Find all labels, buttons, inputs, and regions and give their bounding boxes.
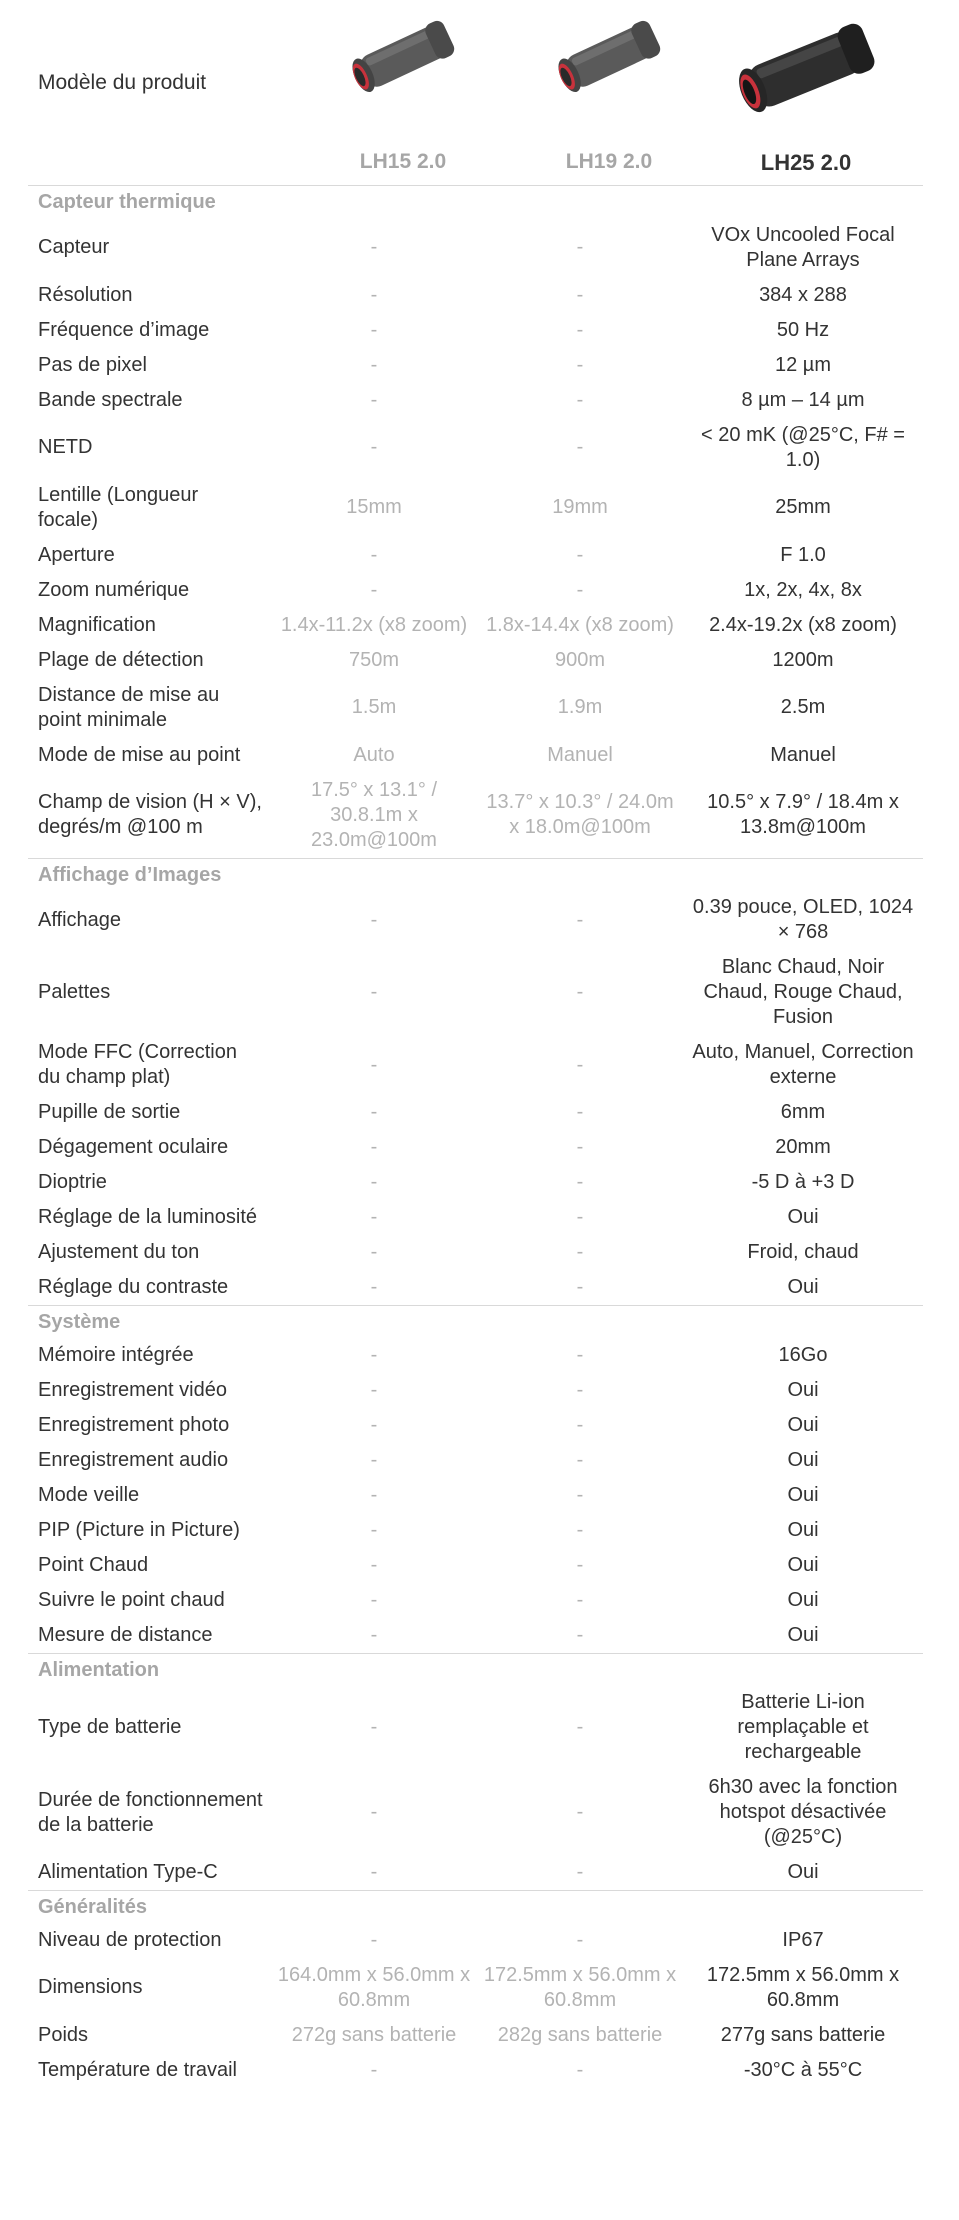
monocular-image-lh25 bbox=[701, 14, 911, 124]
spec-value-lh25: 16Go bbox=[778, 1343, 828, 1366]
spec-label: Dégagement oculaire bbox=[38, 1136, 229, 1158]
spec-label: Aperture bbox=[38, 543, 115, 566]
product-header bbox=[28, 0, 923, 185]
spec-row bbox=[28, 1408, 923, 1443]
spec-label: Réglage du contraste bbox=[38, 1276, 229, 1298]
spec-label: Plage de détection bbox=[38, 648, 204, 671]
spec-value-lh19: - bbox=[576, 543, 584, 566]
spec-label: Lentille (Longueur focale) bbox=[38, 483, 199, 531]
spec-label: Mode veille bbox=[38, 1483, 140, 1506]
spec-row bbox=[28, 608, 923, 643]
spec-label: Résolution bbox=[38, 283, 133, 306]
spec-value-lh15: - bbox=[370, 543, 378, 566]
spec-row bbox=[28, 1035, 923, 1095]
spec-value-lh19: - bbox=[576, 318, 584, 341]
spec-value-lh19: - bbox=[576, 1101, 584, 1123]
spec-value-lh15: 1.5m bbox=[351, 696, 397, 718]
spec-value-lh25: IP67 bbox=[782, 1928, 824, 1951]
spec-value-lh25: 1200m bbox=[772, 648, 834, 671]
spec-label: Affichage bbox=[38, 908, 122, 931]
spec-value-lh25: -30°C à 55°C bbox=[743, 2058, 863, 2081]
spec-value-lh19: - bbox=[576, 1623, 584, 1646]
spec-row bbox=[28, 418, 923, 478]
spec-row bbox=[28, 573, 923, 608]
spec-value-lh25: Oui bbox=[787, 1553, 819, 1576]
spec-value-lh15: 272g sans batterie bbox=[291, 2023, 457, 2046]
spec-value-lh19: 1.8x-14.4x (x8 zoom) bbox=[486, 613, 674, 636]
spec-value-lh19: - bbox=[576, 1553, 584, 1576]
spec-label: Mémoire intégrée bbox=[38, 1343, 194, 1366]
spec-label: Pas de pixel bbox=[38, 353, 147, 376]
spec-row bbox=[28, 1338, 923, 1373]
spec-label: Suivre le point chaud bbox=[38, 1588, 225, 1611]
spec-label: Fréquence d’image bbox=[38, 318, 210, 341]
spec-row bbox=[28, 348, 923, 383]
spec-value-lh15: - bbox=[370, 1171, 378, 1193]
spec-row bbox=[28, 2018, 923, 2053]
spec-row bbox=[28, 1685, 923, 1770]
spec-value-lh25: 2.5m bbox=[780, 696, 826, 718]
spec-value-lh19: - bbox=[576, 283, 584, 306]
spec-value-lh15: - bbox=[370, 1101, 378, 1123]
spec-row bbox=[28, 478, 923, 538]
spec-value-lh15: - bbox=[370, 1801, 378, 1823]
spec-value-lh19: - bbox=[576, 388, 584, 411]
section-header bbox=[28, 858, 923, 890]
spec-label: Mode FFC (Correction du champ plat) bbox=[38, 1041, 237, 1088]
spec-value-lh25: 6mm bbox=[780, 1101, 826, 1123]
spec-value-lh15: - bbox=[370, 1448, 378, 1471]
spec-value-lh15: - bbox=[370, 2058, 378, 2081]
spec-value-lh15: - bbox=[370, 908, 378, 931]
spec-value-lh15: - bbox=[370, 1861, 378, 1883]
spec-value-lh15: - bbox=[370, 1241, 378, 1263]
spec-value-lh19: - bbox=[576, 353, 584, 376]
spec-value-lh15: 164.0mm x 56.0mm x 60.8mm bbox=[277, 1963, 471, 2011]
spec-row bbox=[28, 1855, 923, 1891]
spec-value-lh15: - bbox=[370, 1053, 378, 1076]
spec-value-lh15: - bbox=[370, 1928, 378, 1951]
spec-table bbox=[28, 185, 923, 2088]
spec-value-lh25: 12 µm bbox=[775, 353, 831, 376]
spec-value-lh19: - bbox=[576, 1716, 584, 1738]
spec-label: Magnification bbox=[38, 613, 156, 636]
spec-value-lh19: 282g sans batterie bbox=[497, 2023, 663, 2046]
spec-row bbox=[28, 1583, 923, 1618]
spec-value-lh25: -5 D à +3 D bbox=[751, 1171, 855, 1193]
spec-value-lh25: Oui bbox=[787, 1623, 819, 1646]
spec-label: NETD bbox=[38, 436, 93, 458]
section-title: Alimentation bbox=[28, 1653, 923, 1685]
spec-value-lh15: - bbox=[370, 1553, 378, 1576]
spec-value-lh15: - bbox=[370, 1343, 378, 1366]
spec-value-lh25: 0.39 pouce, OLED, 1024 × 768 bbox=[692, 896, 914, 943]
spec-value-lh19: 19mm bbox=[552, 496, 608, 518]
spec-value-lh25: 384 x 288 bbox=[759, 283, 847, 306]
comparison-page bbox=[28, 0, 923, 2088]
spec-label: Zoom numérique bbox=[38, 578, 190, 601]
section-header bbox=[28, 1653, 923, 1685]
spec-value-lh25: Oui bbox=[787, 1378, 819, 1401]
monocular-image-lh15 bbox=[298, 10, 508, 105]
spec-value-lh25: Batterie Li-ion remplaçable et rechargeable bbox=[737, 1691, 869, 1763]
spec-value-lh15: - bbox=[370, 1276, 378, 1298]
spec-value-lh15: - bbox=[370, 981, 378, 1003]
spec-value-lh15: - bbox=[370, 388, 378, 411]
spec-value-lh15: - bbox=[370, 436, 378, 458]
spec-value-lh25: Froid, chaud bbox=[747, 1241, 859, 1263]
spec-value-lh25: VOx Uncooled Focal Plane Arrays bbox=[711, 223, 895, 271]
spec-label: Point Chaud bbox=[38, 1553, 149, 1576]
spec-value-lh19: - bbox=[576, 1801, 584, 1823]
spec-value-lh25: Oui bbox=[787, 1861, 819, 1883]
spec-label: Réglage de la luminosité bbox=[38, 1206, 258, 1228]
spec-label: PIP (Picture in Picture) bbox=[38, 1518, 240, 1541]
spec-value-lh19: - bbox=[576, 1241, 584, 1263]
spec-row bbox=[28, 1270, 923, 1306]
spec-value-lh25: 50 Hz bbox=[776, 318, 830, 341]
spec-label: Palettes bbox=[38, 981, 111, 1003]
spec-label: Capteur bbox=[38, 236, 110, 258]
spec-value-lh19: - bbox=[576, 1448, 584, 1471]
spec-value-lh19: - bbox=[576, 1053, 584, 1076]
spec-value-lh19: - bbox=[576, 908, 584, 931]
spec-value-lh19: - bbox=[576, 436, 584, 458]
spec-value-lh15: - bbox=[370, 1483, 378, 1506]
spec-row bbox=[28, 1200, 923, 1235]
spec-value-lh15: - bbox=[370, 1413, 378, 1436]
spec-value-lh25: 20mm bbox=[775, 1136, 831, 1158]
header-label: Modèle du produit bbox=[38, 71, 207, 94]
spec-value-lh19: 1.9m bbox=[557, 696, 603, 718]
spec-row bbox=[28, 950, 923, 1035]
spec-row bbox=[28, 1770, 923, 1855]
model-name-2: LH19 2.0 bbox=[565, 150, 653, 173]
spec-value-lh19: - bbox=[576, 1378, 584, 1401]
monocular-image-lh19 bbox=[504, 10, 714, 105]
spec-row bbox=[28, 1513, 923, 1548]
spec-value-lh19: 900m bbox=[554, 648, 606, 671]
spec-value-lh19: - bbox=[576, 2058, 584, 2081]
spec-value-lh19: - bbox=[576, 1206, 584, 1228]
spec-value-lh25: Manuel bbox=[770, 743, 836, 766]
spec-row bbox=[28, 1165, 923, 1200]
spec-value-lh25: Oui bbox=[787, 1483, 819, 1506]
spec-value-lh19: - bbox=[576, 1518, 584, 1541]
spec-label: Bande spectrale bbox=[38, 388, 183, 411]
spec-label: Ajustement du ton bbox=[38, 1241, 200, 1263]
spec-value-lh19: - bbox=[576, 1861, 584, 1883]
spec-label: Alimentation Type-C bbox=[38, 1861, 218, 1883]
spec-value-lh19: - bbox=[576, 1136, 584, 1158]
spec-table-body bbox=[28, 186, 923, 2088]
spec-value-lh15: - bbox=[370, 1623, 378, 1646]
spec-value-lh25: F 1.0 bbox=[780, 543, 826, 566]
spec-value-lh25: < 20 mK (@25°C, F# = 1.0) bbox=[701, 423, 905, 471]
spec-label: Enregistrement audio bbox=[38, 1448, 229, 1471]
section-title: Capteur thermique bbox=[28, 186, 923, 218]
spec-value-lh19: - bbox=[576, 1413, 584, 1436]
spec-value-lh25: Oui bbox=[787, 1413, 819, 1436]
spec-value-lh25: 1x, 2x, 4x, 8x bbox=[744, 578, 862, 601]
section-header bbox=[28, 1891, 923, 1923]
spec-row bbox=[28, 1548, 923, 1583]
spec-row bbox=[28, 678, 923, 738]
spec-value-lh25: 6h30 avec la fonction hotspot désactivée (@25°C) bbox=[708, 1776, 898, 1848]
spec-row bbox=[28, 1923, 923, 1958]
spec-label: Enregistrement vidéo bbox=[38, 1378, 227, 1401]
spec-label: Champ de vision (H × V), degrés/m @100 m bbox=[38, 791, 262, 838]
spec-value-lh15: - bbox=[370, 1206, 378, 1228]
spec-row bbox=[28, 1443, 923, 1478]
spec-row bbox=[28, 278, 923, 313]
spec-row bbox=[28, 538, 923, 573]
spec-value-lh19: 172.5mm x 56.0mm x 60.8mm bbox=[483, 1963, 677, 2011]
spec-value-lh25: 8 µm – 14 µm bbox=[741, 388, 865, 411]
spec-row bbox=[28, 1958, 923, 2018]
spec-label: Distance de mise au point minimale bbox=[38, 683, 220, 731]
spec-value-lh25: Oui bbox=[787, 1448, 819, 1471]
spec-label: Mode de mise au point bbox=[38, 743, 241, 766]
model-name-3: LH25 2.0 bbox=[760, 150, 852, 175]
spec-value-lh25: 2.4x-19.2x (x8 zoom) bbox=[709, 613, 897, 636]
spec-row bbox=[28, 738, 923, 773]
spec-value-lh15: 17.5° x 13.1° / 30.8.1m x 23.0m@100m bbox=[310, 778, 438, 851]
spec-value-lh15: - bbox=[370, 1716, 378, 1738]
spec-value-lh15: 1.4x-11.2x (x8 zoom) bbox=[280, 613, 468, 636]
spec-value-lh15: - bbox=[370, 1588, 378, 1611]
section-title: Affichage d’Images bbox=[28, 858, 923, 890]
section-header bbox=[28, 1306, 923, 1338]
spec-row bbox=[28, 2053, 923, 2088]
spec-row bbox=[28, 1130, 923, 1165]
spec-row bbox=[28, 773, 923, 859]
spec-value-lh19: - bbox=[576, 981, 584, 1003]
spec-value-lh25: Oui bbox=[787, 1206, 819, 1228]
spec-value-lh19: - bbox=[576, 236, 584, 258]
spec-row bbox=[28, 890, 923, 950]
spec-row bbox=[28, 1478, 923, 1513]
spec-row bbox=[28, 1095, 923, 1130]
spec-value-lh25: Oui bbox=[787, 1518, 819, 1541]
spec-label: Poids bbox=[38, 2023, 89, 2046]
spec-label: Type de batterie bbox=[38, 1716, 182, 1738]
spec-label: Niveau de protection bbox=[38, 1928, 222, 1951]
spec-value-lh15: 15mm bbox=[346, 496, 402, 518]
section-title: Système bbox=[28, 1306, 923, 1338]
spec-value-lh19: - bbox=[576, 1588, 584, 1611]
spec-value-lh25: 10.5° x 7.9° / 18.4m x 13.8m@100m bbox=[707, 791, 899, 838]
spec-value-lh19: - bbox=[576, 1483, 584, 1506]
section-title: Généralités bbox=[28, 1891, 923, 1923]
spec-value-lh19: - bbox=[576, 1276, 584, 1298]
spec-row bbox=[28, 1373, 923, 1408]
spec-value-lh25: Auto, Manuel, Correction externe bbox=[692, 1041, 914, 1088]
spec-value-lh15: - bbox=[370, 283, 378, 306]
section-header bbox=[28, 186, 923, 218]
spec-row bbox=[28, 218, 923, 278]
spec-value-lh15: - bbox=[370, 1378, 378, 1401]
spec-value-lh15: - bbox=[370, 1136, 378, 1158]
spec-value-lh25: 277g sans batterie bbox=[720, 2023, 886, 2046]
spec-value-lh15: - bbox=[370, 578, 378, 601]
spec-value-lh25: Oui bbox=[787, 1276, 819, 1298]
spec-value-lh19: Manuel bbox=[547, 743, 613, 766]
spec-label: Température de travail bbox=[38, 2058, 237, 2081]
spec-value-lh19: 13.7° x 10.3° / 24.0m x 18.0m@100m bbox=[486, 791, 674, 838]
spec-value-lh25: 25mm bbox=[775, 496, 831, 518]
spec-value-lh19: - bbox=[576, 1928, 584, 1951]
spec-label: Durée de fonctionnement de la batterie bbox=[38, 1788, 263, 1836]
spec-label: Dioptrie bbox=[38, 1171, 107, 1193]
spec-value-lh25: 172.5mm x 56.0mm x 60.8mm bbox=[706, 1963, 900, 2011]
spec-value-lh15: - bbox=[370, 236, 378, 258]
spec-row bbox=[28, 1235, 923, 1270]
spec-label: Enregistrement photo bbox=[38, 1413, 230, 1436]
spec-row bbox=[28, 313, 923, 348]
spec-label: Mesure de distance bbox=[38, 1623, 213, 1646]
spec-value-lh19: - bbox=[576, 1343, 584, 1366]
spec-value-lh15: - bbox=[370, 1518, 378, 1541]
spec-row bbox=[28, 643, 923, 678]
spec-value-lh19: - bbox=[576, 578, 584, 601]
spec-label: Pupille de sortie bbox=[38, 1101, 181, 1123]
spec-value-lh15: 750m bbox=[348, 648, 400, 671]
spec-label: Dimensions bbox=[38, 1976, 143, 1998]
spec-value-lh25: Blanc Chaud, Noir Chaud, Rouge Chaud, Fusion bbox=[703, 956, 903, 1028]
spec-value-lh15: Auto bbox=[353, 743, 395, 766]
spec-row bbox=[28, 383, 923, 418]
model-name-1: LH15 2.0 bbox=[359, 150, 447, 173]
spec-value-lh19: - bbox=[576, 1171, 584, 1193]
spec-row bbox=[28, 1618, 923, 1654]
spec-value-lh15: - bbox=[370, 353, 378, 376]
spec-value-lh25: Oui bbox=[787, 1588, 819, 1611]
spec-value-lh15: - bbox=[370, 318, 378, 341]
